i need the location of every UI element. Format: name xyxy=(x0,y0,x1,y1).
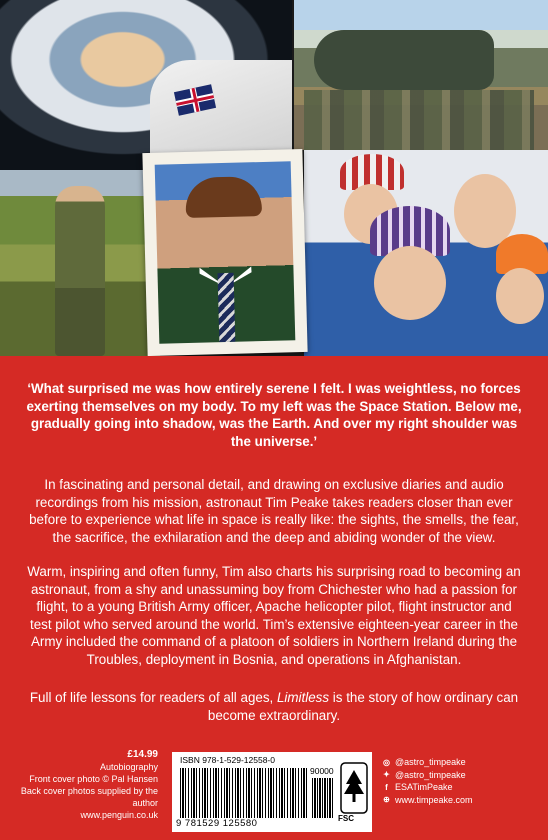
addon-barcode-icon xyxy=(312,778,334,818)
fsc-tree-icon xyxy=(340,762,368,818)
family-photo xyxy=(304,150,548,356)
price: £14.99 xyxy=(127,749,158,760)
barcode-addon: 90000 xyxy=(310,766,334,776)
social-text: @astro_timpeake xyxy=(395,757,466,767)
social-links xyxy=(382,756,473,806)
front-cover-credit: Front cover photo © Pal Hansen xyxy=(29,774,158,784)
publisher-website: www.penguin.co.uk xyxy=(80,810,158,820)
toddler-face xyxy=(496,268,544,324)
blurb-paragraph-2: Warm, inspiring and often funny, Tim also charts his surprising road to becoming an astronaut, from a shy and unassuming boy from Chichester who had a passion for flight, to a young British Army officer, Apache helicopter pilot, flight instructor and test pilot who served around the world. Tim’s extensive eighteen-year career in the Army included the command of a platoon of soldiers in Northern Ireland during the Troubles, deployment in Bosnia, and operations in Afghanistan. xyxy=(27,564,521,667)
facebook-icon: f xyxy=(385,782,388,792)
blurb-paragraph-3 xyxy=(24,689,524,724)
soldier-photo xyxy=(0,170,160,356)
social-instagram[interactable] xyxy=(382,756,473,769)
footer-credits xyxy=(0,749,158,821)
social-twitter[interactable] xyxy=(382,769,473,782)
paragraph3-text-end: is the story of how ordinary can become extraordinary. xyxy=(207,690,519,723)
social-text: www.timpeake.com xyxy=(395,794,473,805)
fsc-label: FSC xyxy=(338,814,354,823)
pull-quote: ‘What surprised me was how entirely serene I felt. I was weightless, no forces exerting themselves on my body. To my left was the Space Station. Below me, gradually going into shadow, was the Earth. And over my right shoulder was the universe.’ xyxy=(26,381,522,449)
school-portrait-polaroid xyxy=(142,149,307,356)
back-cover-credit: Back cover photos supplied by the author xyxy=(20,786,158,808)
social-facebook[interactable] xyxy=(382,781,473,794)
helicopter xyxy=(314,30,494,90)
globe-icon: ⊕ xyxy=(383,795,390,805)
barcode-icon xyxy=(180,768,308,818)
helicopter-crew-photo xyxy=(294,0,548,150)
soldier-figure xyxy=(55,186,105,356)
photo-collage xyxy=(0,0,548,356)
barcode-digits: 9 781529 125580 xyxy=(176,818,258,829)
barcode-panel xyxy=(172,752,372,832)
school-tie xyxy=(218,273,236,342)
hair xyxy=(185,176,262,218)
social-text: ESATimPeake xyxy=(395,782,453,792)
astronaut-photo xyxy=(0,0,292,170)
social-website[interactable] xyxy=(382,794,473,807)
blurb-paragraph-1: In fascinating and personal detail, and drawing on exclusive diaries and audio recordings from his mission, astronaut Tim Peake takes readers closer than ever before to experience what life in space is really like: the sights, the smells, the fear, the sacrifice, the exhilaration and the deep and abiding wonder of the view. xyxy=(29,477,519,545)
book-title: Limitless xyxy=(276,690,330,705)
twitter-icon: ✦ xyxy=(383,770,390,780)
genre: Autobiography xyxy=(99,762,158,772)
paragraph3-text: Full of life lessons for readers of all ages, xyxy=(29,690,277,705)
crew-group xyxy=(304,90,534,150)
isbn-label: ISBN 978-1-529-12558-0 xyxy=(180,755,275,765)
woman-face xyxy=(374,246,446,320)
instagram-icon: ◎ xyxy=(383,757,390,767)
social-text: @astro_timpeake xyxy=(395,769,466,780)
